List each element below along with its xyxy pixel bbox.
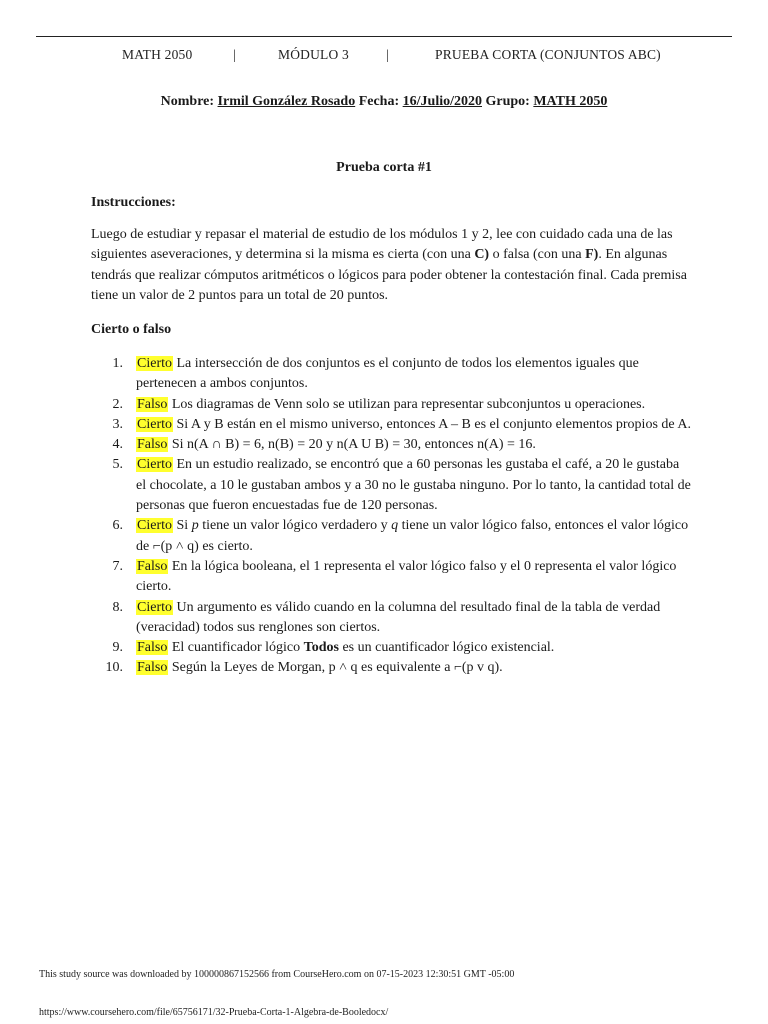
question-text: Un argumento es válido cuando en la columna del resultado final de la tabla de verdad (veracidad) todos sus renglones son ciertos.: [136, 599, 661, 635]
answer-highlight: Falso: [137, 396, 168, 412]
group-label: Grupo:: [485, 94, 530, 109]
question-text-part: El cuantificador lógico: [171, 640, 304, 656]
question-text: La intersección de dos conjuntos es el conjunto de todos los elementos iguales que pertenecen a ambos conjuntos.: [136, 356, 639, 392]
group-value: MATH 2050: [533, 94, 608, 109]
question-number: 1.: [112, 356, 123, 371]
question-item: [91, 557, 691, 598]
question-item: [91, 455, 691, 516]
question-text: En un estudio realizado, se encontró que a 60 personas les gustaba el café, a 20 le gustaba el chocolate, a 10 le gustaban ambos y a 30 no le gustaba ninguno. Por lo tanto, la cantidad total de personas que fueron encuestadas fue de 120 personas.: [136, 457, 691, 514]
variable-p: p: [191, 518, 199, 534]
question-item: [91, 395, 691, 415]
question-list: [91, 354, 691, 679]
instructions-bold-f: F): [585, 247, 599, 263]
date-label: Fecha:: [358, 94, 400, 109]
answer-highlight: Cierto: [137, 356, 172, 371]
question-item: [91, 415, 691, 435]
student-info-line: [0, 94, 768, 110]
question-text-part: Si: [176, 518, 192, 534]
question-item: [91, 638, 691, 658]
answer-highlight: Cierto: [137, 457, 172, 473]
header-quiz-title: PRUEBA CORTA (CONJUNTOS ABC): [435, 47, 661, 62]
question-number: 2.: [112, 396, 123, 412]
answer-highlight: Cierto: [137, 599, 172, 615]
name-value: Irmil González Rosado: [217, 94, 356, 109]
instructions-part: o falsa (con una: [489, 247, 586, 263]
answer-highlight: Falso: [137, 640, 168, 656]
answer-highlight: Cierto: [137, 518, 172, 534]
question-text: Si A y B están en el mismo universo, entonces A – B es el conjunto elementos propios de A.: [176, 416, 691, 432]
question-text: [136, 518, 688, 553]
answer-highlight: Falso: [137, 437, 168, 453]
question-text-part: tiene un valor lógico verdadero y: [198, 518, 392, 534]
instructions-bold-c: C): [474, 247, 490, 263]
question-item: [91, 435, 691, 455]
question-number: 8.: [112, 599, 123, 615]
name-label: Nombre:: [160, 94, 215, 109]
question-text: Los diagramas de Venn solo se utilizan para representar subconjuntos u operaciones.: [171, 396, 646, 412]
question-item: [91, 516, 691, 557]
instructions-heading: Instrucciones:: [91, 195, 176, 210]
question-number: 10.: [105, 660, 123, 676]
answer-highlight: Falso: [137, 558, 168, 574]
variable-q: q: [391, 518, 399, 534]
instructions-part: Luego de estudiar y repasar el material de estudio de los módulos 1 y 2, lee con cuidado cada una de las siguientes aseveraciones, y determina si la misma es cierta (con una: [91, 227, 673, 263]
header-rule: [36, 36, 732, 37]
section-heading: Cierto o falso: [91, 322, 172, 337]
question-number: 5.: [112, 457, 123, 473]
page-title: Prueba corta #1: [336, 160, 432, 175]
bold-term: Todos: [303, 640, 339, 656]
answer-highlight: Falso: [137, 660, 168, 676]
header-separator: |: [386, 47, 389, 62]
question-text: [172, 640, 554, 655]
page-header: [0, 47, 768, 67]
header-module: MÓDULO 3: [278, 47, 349, 62]
question-text: En la lógica booleana, el 1 representa el valor lógico falso y el 0 representa el valor lógico cierto.: [136, 558, 677, 595]
question-number: 7.: [112, 558, 123, 574]
question-text-part: es un cuantificador lógico existencial.: [338, 640, 555, 656]
question-text: Según la Leyes de Morgan, p ˄ q es equivalente a ⌐(p v q).: [171, 660, 503, 676]
question-text: Si n(A ∩ B) = 6, n(B) = 20 y n(A U B) = 30, entonces n(A) = 16.: [171, 437, 536, 453]
question-number: 3.: [112, 416, 123, 432]
source-url: https://www.coursehero.com/file/65756171/32-Prueba-Corta-1-Algebra-de-Booledocx/: [39, 1007, 389, 1018]
question-item: [91, 598, 691, 639]
answer-highlight: Cierto: [137, 416, 172, 432]
date-value: 16/Julio/2020: [402, 94, 482, 109]
instructions-part: . En algunas tendrás que realizar cómputos aritméticos o lógicos para poder obtener la contestación final. Cada premisa tiene un valor de 2 puntos para un total de 20 puntos.: [91, 247, 687, 304]
question-item: [91, 658, 691, 678]
download-notice: This study source was downloaded by 100000867152566 from CourseHero.com on 07-15-2023 12:30:51 GMT -05:00: [39, 969, 515, 980]
header-separator: |: [233, 47, 236, 62]
question-number: 9.: [112, 640, 123, 656]
header-course: MATH 2050: [122, 47, 193, 62]
question-text-part: tiene un valor lógico falso, entonces el valor lógico de ⌐(p ˄ q) es cierto.: [136, 518, 689, 554]
question-number: 4.: [112, 437, 123, 453]
instructions-text: [91, 225, 691, 307]
question-number: 6.: [112, 518, 123, 534]
question-item: [91, 354, 691, 395]
